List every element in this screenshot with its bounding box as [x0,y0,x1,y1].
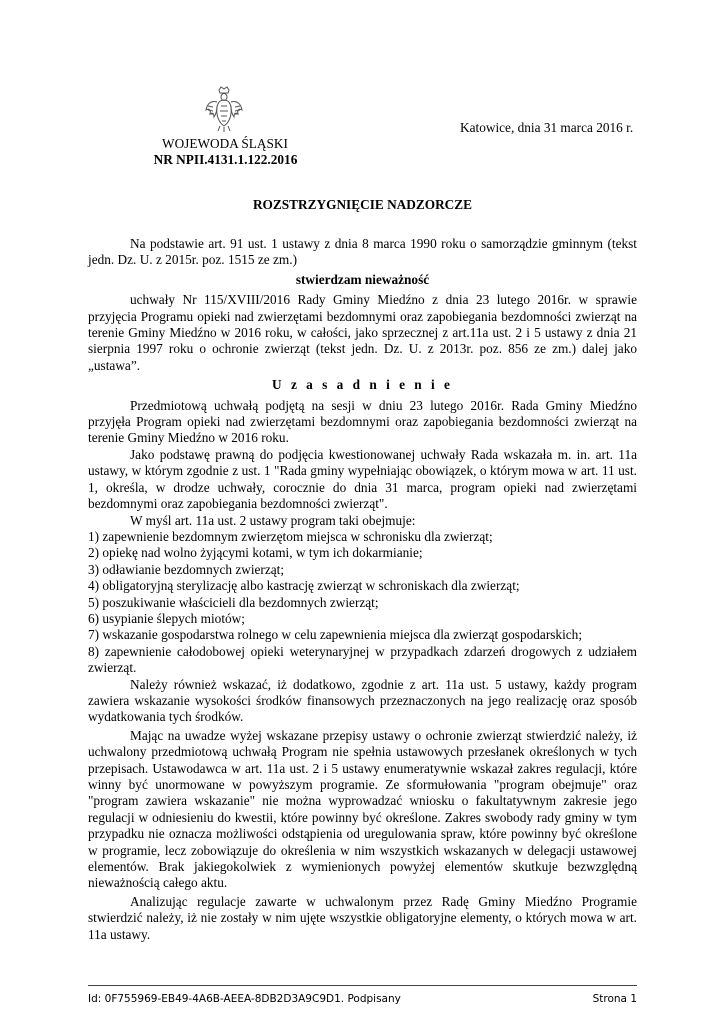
program-scope-list [88,529,637,677]
legal-basis-paragraph: Na podstawie art. 91 ust. 1 ustawy z dnia 8 marca 1990 roku o samorządzie gminnym (tekst jedn. Dz. U. z 2015r. poz. 1515 ze zm.) [88,236,637,268]
place-and-date: Katowice, dnia 31 marca 2016 r. [460,120,634,135]
footer-document-id: Id: 0F755969-EB49-4A6B-AEEA-8DB2D3A9C9D1. Podpisany [88,993,401,1005]
list-item: 6) usypianie ślepych miotów; [88,610,245,626]
justification-paragraph-5: Mając na uwadze wyżej wskazane przepisy ustawy o ochronie zwierząt stwierdzić należy, iż uchwalony przedmiotową uchwałą Program nie spełnia ustawowych przesłanek określonych w tych przepisach. Ustawodawca w art. 11a ust. 2 i 5 ustawy enumeratywnie wskazał zakres regulacji, które winny być unormowane w powyższym programie. Ze sformułowania "program obejmuje" oraz "program zawiera wskazanie" nie można wyprowadzać wniosku o fakultatywnym zakresie jego regulacji w odniesieniu do kwestii, które powinny być określone. Zakres swobody rady gminy w tym przypadku nie oznacza możliwości odstąpienia od uregulowania spraw, które powinny być określone w programie, lecz zobowiązuje do określenia w nim wszystkich wskazanych w delegacji ustawowej elementów. Brak jakiegokolwiek z wymienionych powyżej elementów skutkuje bezwzględną nieważnością całego aktu. [88,727,637,891]
footer-divider [88,985,637,986]
document-number: NR NPII.4131.1.122.2016 [153,152,298,167]
document-title: ROZSTRZYGNIĘCIE NADZORCZE [252,197,473,212]
list-item: 3) odławianie bezdomnych zwierząt; [88,561,285,577]
finding-paragraph: uchwały Nr 115/XVIII/2016 Rady Gminy Miedźno z dnia 23 lutego 2016r. w sprawie przyjęcia Programu opieki nad zwierzętami bezdomnymi oraz zapobiegania bezdomności zwierząt na terenie Gminy Miedźno w 2016 roku, w całości, jako sprzecznej z art.11a ust. 2 i 5 ustawy z dnia 21 sierpnia 1997 roku o ochronie zwierząt (tekst jedn. Dz. U. z 2013r. poz. 856 ze zm.) dalej jako „ustawa”. [88,292,637,373]
polish-eagle-emblem [204,86,244,132]
justification-paragraph-4: Należy również wskazać, iż dodatkowo, zgodnie z art. 11a ust. 5 ustawy, każdy program zawiera wskazanie wysokości środków finansowych przeznaczonych na jego realizację oraz sposób wydatkowania tych środków. [88,676,637,725]
finding-heading: stwierdzam nieważność [295,271,430,287]
list-item: 7) wskazanie gospodarstwa rolnego w celu zapewnienia miejsca dla zwierząt gospodarskich; [88,627,583,643]
list-item: 1) zapewnienie bezdomnym zwierzętom miejsca w schronisku dla zwierząt; [88,528,493,544]
justification-paragraph-3: W myśl art. 11a ust. 2 ustawy program taki obejmuje: [130,512,416,528]
justification-paragraph-6: Analizując regulacje zawarte w uchwalonym przez Radę Gminy Miedźno Programie stwierdzić należy, iż nie zostały w nim ujęte wszystkie obligatoryjne elementy, o których mowa w art. 11a ustawy. [88,893,637,942]
list-item: 4) obligatoryjną sterylizację albo kastrację zwierząt w schroniskach dla zwierząt; [88,578,520,594]
justification-paragraph-1: Przedmiotową uchwałą podjętą na sesji w dniu 23 lutego 2016r. Rada Gminy Miedźno przyjęła Program opieki nad zwierzętami bezdomnymi oraz zapobiegania bezdomności zwierząt na terenie Gminy Miedźno w 2016 roku. [88,397,637,446]
list-item: 8) zapewnienie całodobowej opieki weterynaryjnej w przypadkach zdarzeń drogowych z udziałem zwierząt. [88,643,637,676]
justification-paragraph-2: Jako podstawę prawną do podjęcia kwestionowanej uchwały Rada wskazała m. in. art. 11a ustawy, w którym zgodnie z ust. 1 "Rada gminy wypełniając obowiązek, o którym mowa w art. 11 ust. 1, określa, w drodze uchwały, corocznie do dnia 31 marca, program opieki nad zwierzętami bezdomnymi oraz zapobiegania bezdomności zwierząt". [88,446,637,512]
footer-page-number: Strona 1 [592,993,637,1005]
list-item: 2) opiekę nad wolno żyjącymi kotami, w tym ich dokarmianie; [88,545,423,561]
list-item: 5) poszukiwanie właścicieli dla bezdomnych zwierząt; [88,594,379,610]
justification-heading: U z a s a d n i e n i e [272,377,453,393]
document-body [88,236,637,943]
issuing-office: WOJEWODA ŚLĄSKI [162,136,288,151]
